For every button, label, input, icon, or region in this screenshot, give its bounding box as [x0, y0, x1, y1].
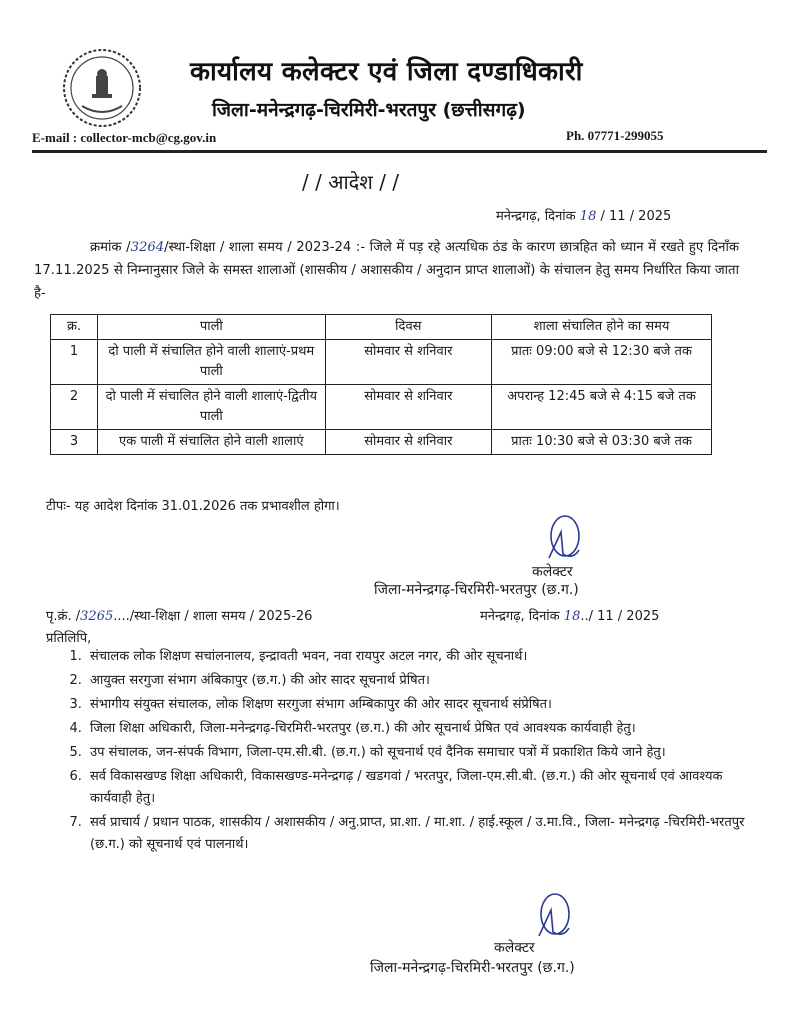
order-title: / / आदेश / /	[302, 170, 400, 194]
endorsement-ref-prefix: पृ.क्रं. /	[46, 609, 81, 624]
table-row	[51, 385, 712, 430]
cell-serial: 1	[51, 340, 98, 385]
order-date-rest: / 11 / 2025	[600, 209, 672, 224]
signatory-designation: कलेक्टर	[532, 564, 573, 580]
order-body-text: :- जिले में पड़ रहे अत्यधिक ठंड के कारण छात्रहित को ध्यान में रखते हुए दिनाँक 17.11.2025 से निम्नानुसार जिले के समस्त शालाओं (शासकीय / अशासकीय / अनुदान प्राप्त शालाओं) के संचालन हेतु समय निर्धारित किया जाता है-	[34, 240, 739, 301]
office-title: कार्यालय कलेक्टर एवं जिला दण्डाधिकारी	[190, 57, 583, 87]
order-ref-suffix: /स्था-शिक्षा / शाला समय / 2023-24	[164, 240, 352, 255]
endorsement-date	[480, 606, 659, 624]
list-item: 6. सर्व विकासखण्ड शिक्षा अधिकारी, विकासखण्ड-मनेन्द्रगढ़ / खडगवां / भरतपुर, जिला-एम.सी.बी. (छ.ग.) की ओर सूचनार्थ एवं आवश्यक कार्यवाही हेतु।	[86, 766, 766, 810]
col-time: शाला संचालित होने का समय	[492, 315, 712, 340]
col-shift: पाली	[98, 315, 326, 340]
office-phone: Ph. 07771-299055	[566, 128, 664, 143]
endorsement-date-rest: ../ 11 / 2025	[580, 609, 660, 624]
endorsement-ref	[46, 606, 312, 624]
handwritten-signature-icon	[533, 514, 593, 566]
copy-to-label: प्रतिलिपि,	[46, 631, 92, 646]
list-item: 2. आयुक्त सरगुजा संभाग अंबिकापुर (छ.ग.) की ओर सादर सूचनार्थ प्रेषित।	[86, 670, 766, 692]
order-date-day: 18	[579, 209, 597, 224]
order-place-date-prefix: मनेन्द्रगढ़, दिनांक	[496, 209, 576, 224]
endorsement-date-day: 18	[563, 609, 581, 624]
list-item: 1. संचालक लोक शिक्षण सचांलनालय, इन्द्रावती भवन, नवा रायपुर अटल नगर, की ओर सूचनार्थ।	[86, 646, 766, 668]
order-date	[496, 206, 671, 224]
col-days: दिवस	[325, 315, 492, 340]
list-item: 4. जिला शिक्षा अधिकारी, जिला-मनेन्द्रगढ़-चिरमिरी-भरतपुर (छ.ग.) की ओर सूचनार्थ प्रेषित एवं आवश्यक कार्यवाही हेतु।	[86, 718, 766, 740]
cell-shift: दो पाली में संचालित होने वाली शालाएं-प्रथम पाली	[98, 340, 326, 385]
signatory-designation: कलेक्टर	[494, 940, 535, 956]
endorsement-ref-number: 3265	[80, 609, 114, 624]
signatory-district: जिला-मनेन्द्रगढ़-चिरमिरी-भरतपुर (छ.ग.)	[370, 960, 575, 976]
cell-time: प्रातः 10:30 बजे से 03:30 बजे तक	[492, 430, 712, 455]
order-ref-number: 3264	[130, 240, 165, 255]
cell-shift: दो पाली में संचालित होने वाली शालाएं-द्वितीय पाली	[98, 385, 326, 430]
table-header-row	[51, 315, 712, 340]
order-body	[34, 236, 739, 305]
cell-time: प्रातः 09:00 बजे से 12:30 बजे तक	[492, 340, 712, 385]
copy-recipients-list	[58, 646, 766, 858]
office-subtitle: जिला-मनेन्द्रगढ़-चिरमिरी-भरतपुर (छत्तीसगढ़)	[212, 99, 526, 121]
table-row	[51, 430, 712, 455]
validity-note: टीपः- यह आदेश दिनांक 31.01.2026 तक प्रभावशील होगा।	[46, 499, 340, 514]
header-divider	[32, 150, 767, 153]
cell-days: सोमवार से शनिवार	[325, 430, 492, 455]
endorsement-place-date-prefix: मनेन्द्रगढ़, दिनांक	[480, 609, 560, 624]
list-item: 3. संभागीय संयुक्त संचालक, लोक शिक्षण सरगुजा संभाग अम्बिकापुर की ओर सादर सूचनार्थ संप्रेषित।	[86, 694, 766, 716]
cell-shift: एक पाली में संचालित होने वाली शालाएं	[98, 430, 326, 455]
endorsement-ref-suffix: ..../स्था-शिक्षा / शाला समय / 2025-26	[113, 609, 313, 624]
col-serial: क्र.	[51, 315, 98, 340]
school-timing-table	[50, 314, 712, 455]
cell-days: सोमवार से शनिवार	[325, 340, 492, 385]
cell-serial: 2	[51, 385, 98, 430]
order-ref-prefix: क्रमांक /	[90, 240, 131, 255]
cell-days: सोमवार से शनिवार	[325, 385, 492, 430]
signatory-district: जिला-मनेन्द्रगढ़-चिरमिरी-भरतपुर (छ.ग.)	[374, 582, 579, 598]
handwritten-signature-icon	[523, 892, 583, 944]
state-emblem-seal-icon	[60, 46, 144, 130]
table-row	[51, 340, 712, 385]
office-email[interactable]: E-mail : collector-mcb@cg.gov.in	[32, 130, 217, 145]
list-item: 7. सर्व प्राचार्य / प्रधान पाठक, शासकीय / अशासकीय / अनु.प्राप्त, प्रा.शा. / मा.शा. / हाई.स्कूल / उ.मा.वि., जिला- मनेन्द्रगढ़ -चिरमिरी-भरतपुर (छ.ग.) को सूचनार्थ एवं पालनार्थ।	[86, 812, 766, 856]
cell-serial: 3	[51, 430, 98, 455]
cell-time: अपरान्ह 12:45 बजे से 4:15 बजे तक	[492, 385, 712, 430]
list-item: 5. उप संचालक, जन-संपर्क विभाग, जिला-एम.सी.बी. (छ.ग.) को सूचनार्थ एवं दैनिक समाचार पत्रों में प्रकाशित किये जाने हेतु।	[86, 742, 766, 764]
